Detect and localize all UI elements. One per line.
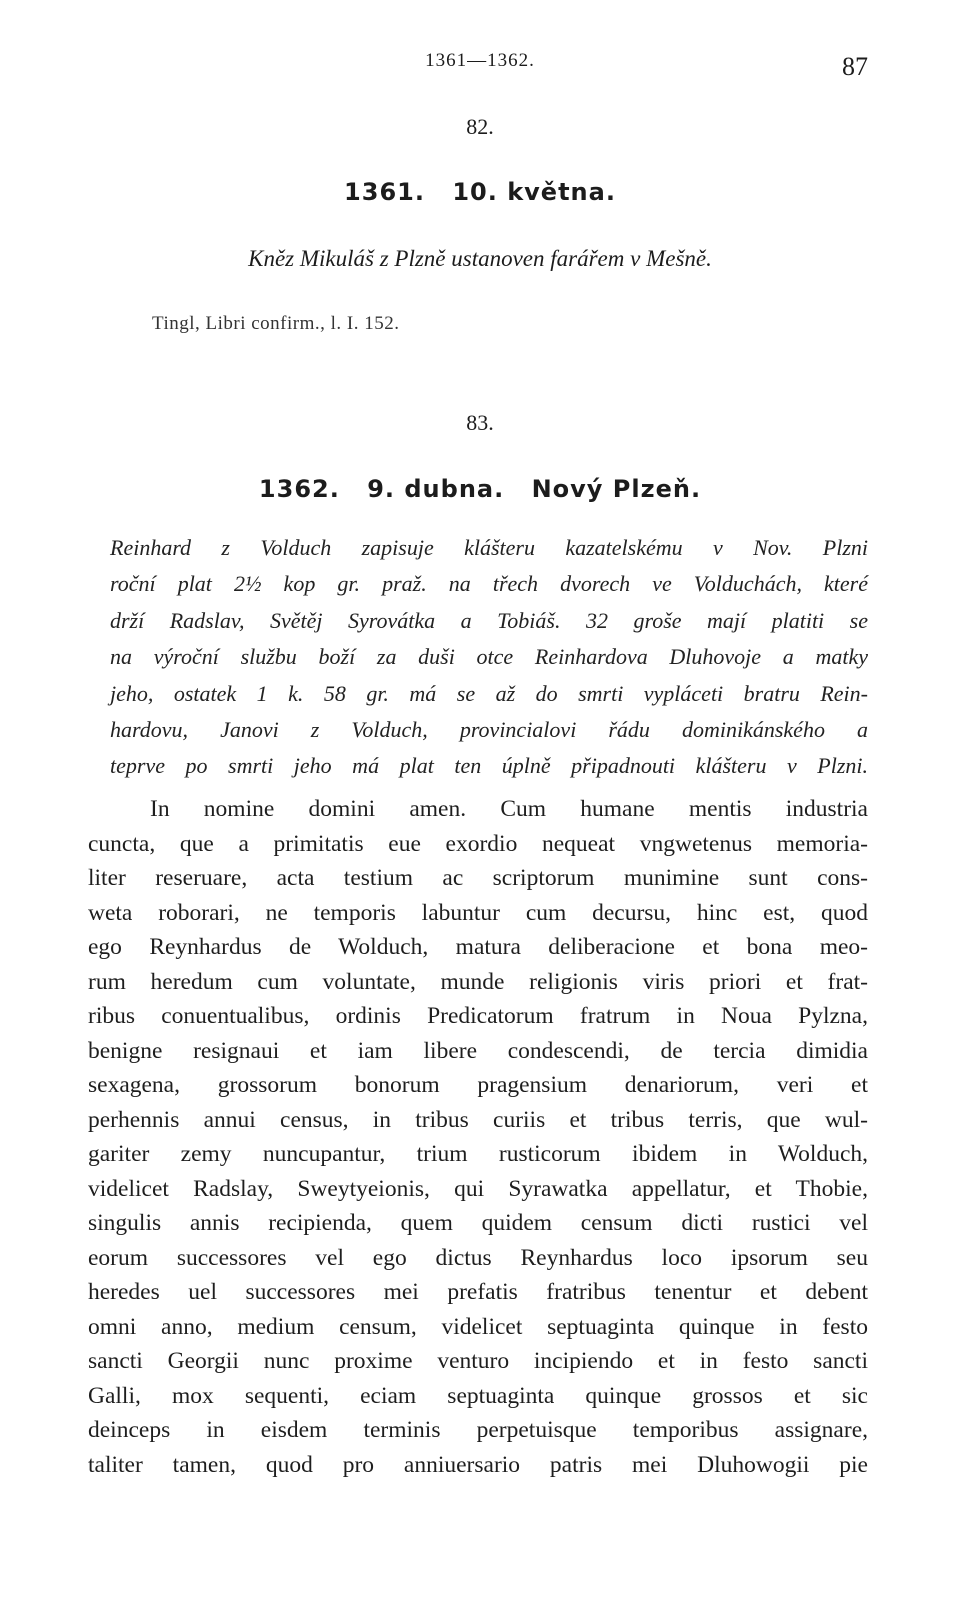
entry-82-year: 1361. [344,178,425,206]
running-head [0,50,960,80]
text-line: ego Reynhardus de Wolduch, matura deliberacione et bona meo- [88,934,868,960]
text-line: ribus conuentualibus, ordinis Predicatorum fratrum in Noua Pylzna, [88,1003,868,1029]
text-line: liter reseruare, acta testium ac scriptorum munimine sunt cons- [88,865,868,891]
text-line: In nomine domini amen. Cum humane mentis industria [150,796,868,822]
text-line: eorum successores vel ego dictus Reynhardus loco ipsorum seu [88,1244,868,1271]
text-line: videlicet Radslay, Sweytyeionis, qui Syrawatka appellatur, et Thobie, [88,1175,868,1202]
entry-82-summary: Kněz Mikuláš z Plzně ustanoven farářem v Mešně. [248,246,712,271]
entry-83-regest [110,530,868,785]
text-line: deinceps in eisdem terminis perpetuisque temporibus assignare, [88,1417,868,1443]
text-line: singulis annis recipienda, quem quidem censum dicti rustici vel [88,1210,868,1236]
text-line: perhennis annui census, in tribus curiis et tribus terris, que wul- [88,1106,868,1133]
entry-83-latin-text [88,792,868,1482]
text-line: gariter zemy nuncupantur, trium rusticorum ibidem in Wolduch, [88,1141,868,1167]
regest-line: jeho, ostatek 1 k. 58 gr. má se až do smrti vypláceti bratru Rein- [110,680,868,706]
regest-line: drží Radslav, Světěj Syrovátka a Tobiáš. 32 groše mají platiti se [110,607,868,633]
text-line: sexagena, grossorum bonorum pragensium denariorum, veri et [88,1072,868,1098]
entry-82-date-line [0,178,960,206]
text-line: Galli, mox sequenti, eciam septuaginta quinque grossos et sic [88,1382,868,1409]
regest-line: na výroční službu boží za duši otce Reinhardova Dluhovoje a matky [110,644,868,670]
entry-83-date: 9. dubna. [367,475,505,503]
running-head-years: 1361—1362. [425,50,535,71]
page-number: 87 [842,52,868,81]
entry-83-year: 1362. [258,475,340,503]
text-line: sancti Georgii nunc proxime venturo incipiendo et in festo sancti [88,1348,868,1374]
entry-83-date-line [0,475,960,503]
regest-line: roční plat 2½ kop gr. praž. na třech dvorech ve Volduchách, které [110,571,868,597]
regest-line: Reinhard z Volduch zapisuje klášteru kazatelskému v Nov. Plzni [110,535,868,560]
text-line: benigne resignaui et iam libere condescendi, de tercia dimidia [88,1037,868,1064]
text-line: omni anno, medium censum, videlicet septuaginta quinque in festo [88,1313,868,1340]
regest-line: hardovu, Janovi z Volduch, provincialovi řádu dominikánského a [110,716,868,742]
regest-line: teprve po smrti jeho má plat ten úplně připadnouti klášteru v Plzni. [110,753,868,779]
entry-83-number: 83. [466,410,494,435]
text-line: taliter tamen, quod pro anniuersario patris mei Dluhowogii pie [88,1451,868,1478]
entry-82-number: 82. [466,114,494,139]
entry-83-place: Nový Plzeň. [531,475,702,503]
text-line: rum heredum cum voluntate, munde religionis viris priori et frat- [88,968,868,995]
entry-82-source: Tingl, Libri confirm., l. I. 152. [152,313,400,334]
text-line: heredes uel successores mei prefatis fratribus tenentur et debent [88,1279,868,1305]
text-line: cuncta, que a primitatis eue exordio nequeat vngwetenus memoria- [88,830,868,857]
entry-82-date: 10. května. [452,178,616,206]
text-line: weta roborari, ne temporis labuntur cum decursu, hinc est, quod [88,899,868,926]
